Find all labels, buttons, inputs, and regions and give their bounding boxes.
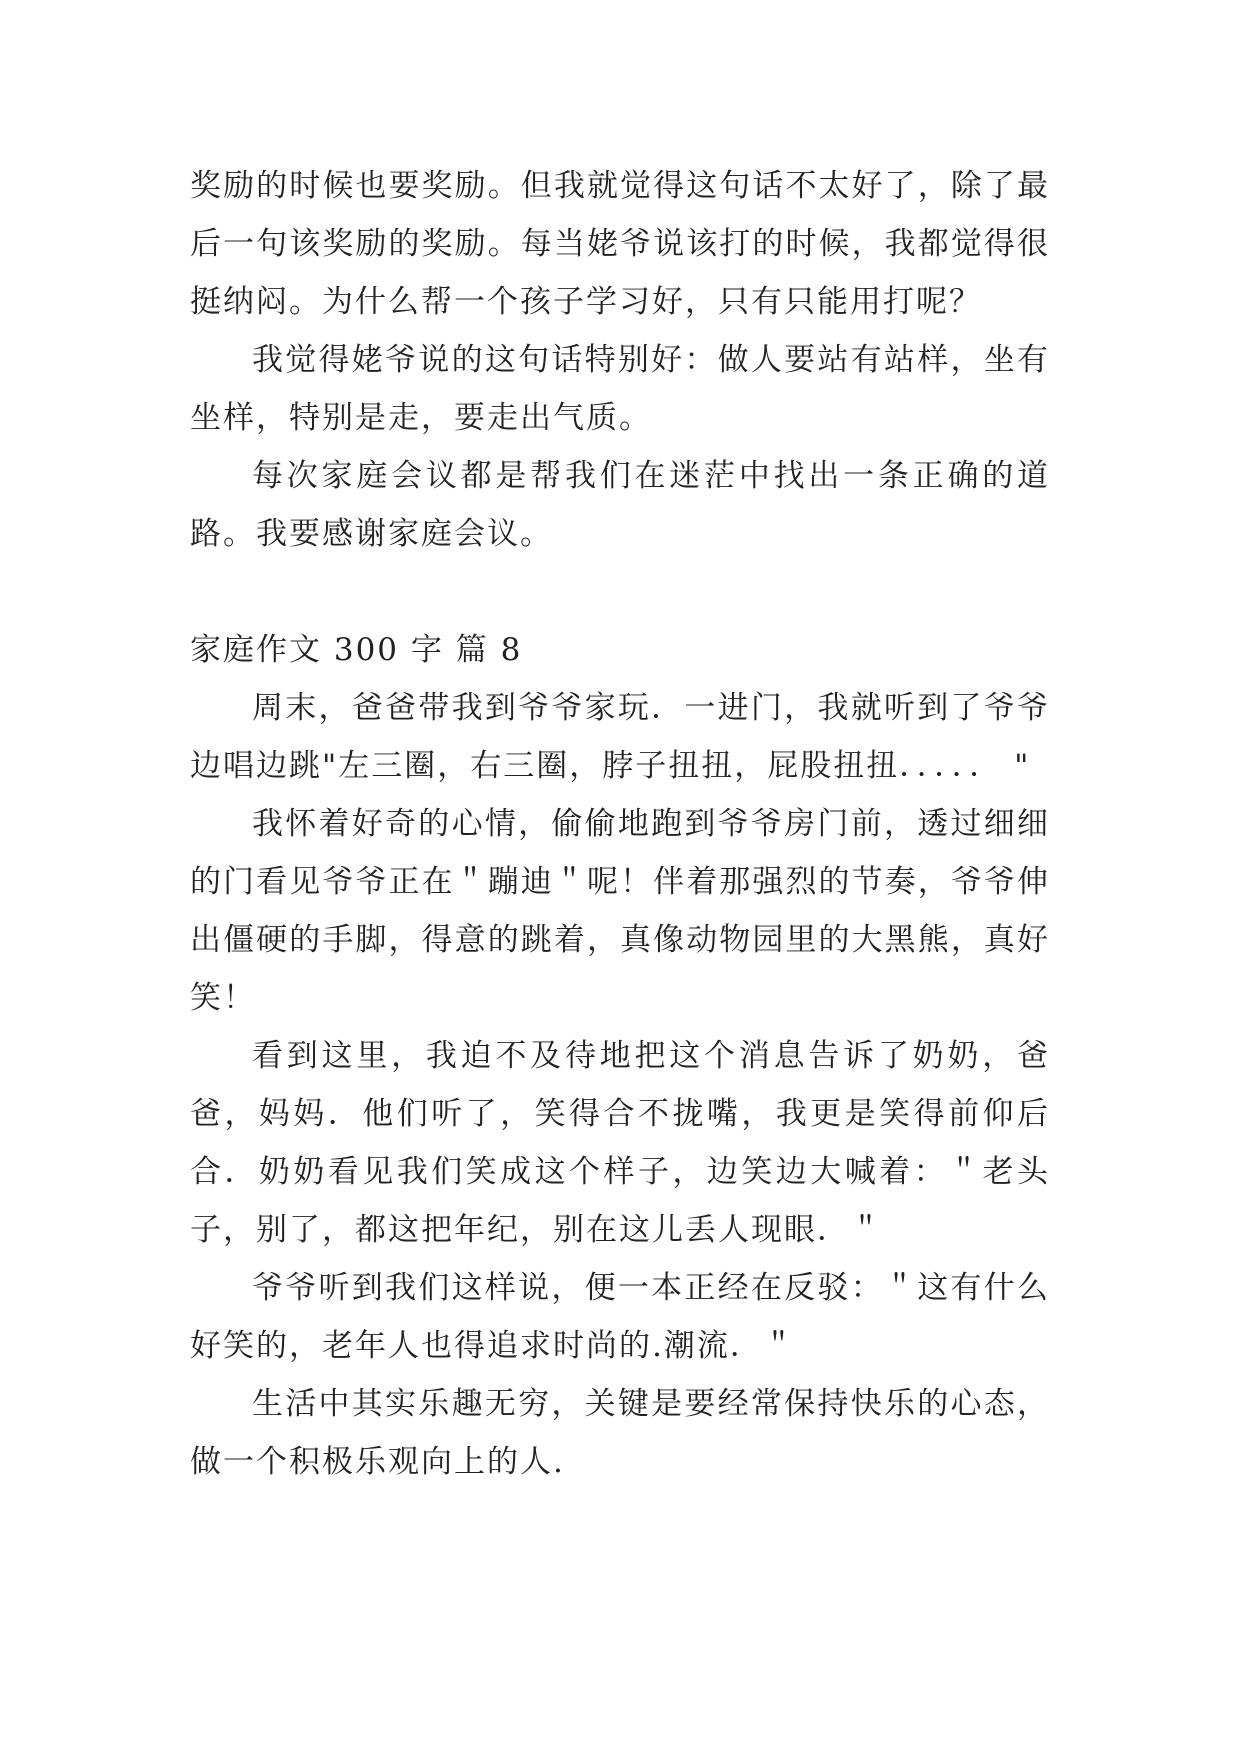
document-body xyxy=(190,157,1050,1491)
paragraph: 爷爷听到我们这样说，便一本正经在反驳：＂这有什么好笑的，老年人也得追求时尚的.潮流．＂ xyxy=(190,1270,1050,1364)
section-heading: 家庭作文 300 字 篇 8 xyxy=(190,632,523,668)
paragraph: 每次家庭会议都是帮我们在迷茫中找出一条正确的道路。我要感谢家庭会议。 xyxy=(190,458,1050,552)
paragraph: 我觉得姥爷说的这句话特别好：做人要站有站样，坐有坐样，特别是走，要走出气质。 xyxy=(190,342,1050,436)
paragraph: 奖励的时候也要奖励。但我就觉得这句话不太好了，除了最后一句该奖励的奖励。每当姥爷说该打的时候，我都觉得很挺纳闷。为什么帮一个孩子学习好，只有只能用打呢？ xyxy=(190,168,1050,320)
paragraph: 看到这里，我迫不及待地把这个消息告诉了奶奶，爸爸，妈妈．他们听了，笑得合不拢嘴，我更是笑得前仰后合．奶奶看见我们笑成这个样子，边笑边大喊着：＂老头子，别了，都这把年纪，别在这儿丢人现眼．＂ xyxy=(190,1038,1050,1248)
paragraph: 周末，爸爸带我到爷爷家玩．一进门，我就听到了爷爷边唱边跳"左三圈，右三圈，脖子扭扭，屁股扭扭．．．．． " xyxy=(190,690,1050,784)
paragraph: 我怀着好奇的心情，偷偷地跑到爷爷房门前，透过细细的门看见爷爷正在＂蹦迪＂呢！伴着那强烈的节奏，爷爷伸出僵硬的手脚，得意的跳着，真像动物园里的大黑熊，真好笑！ xyxy=(190,806,1050,1016)
paragraph: 生活中其实乐趣无穷，关键是要经常保持快乐的心态，做一个积极乐观向上的人. xyxy=(190,1386,1050,1480)
